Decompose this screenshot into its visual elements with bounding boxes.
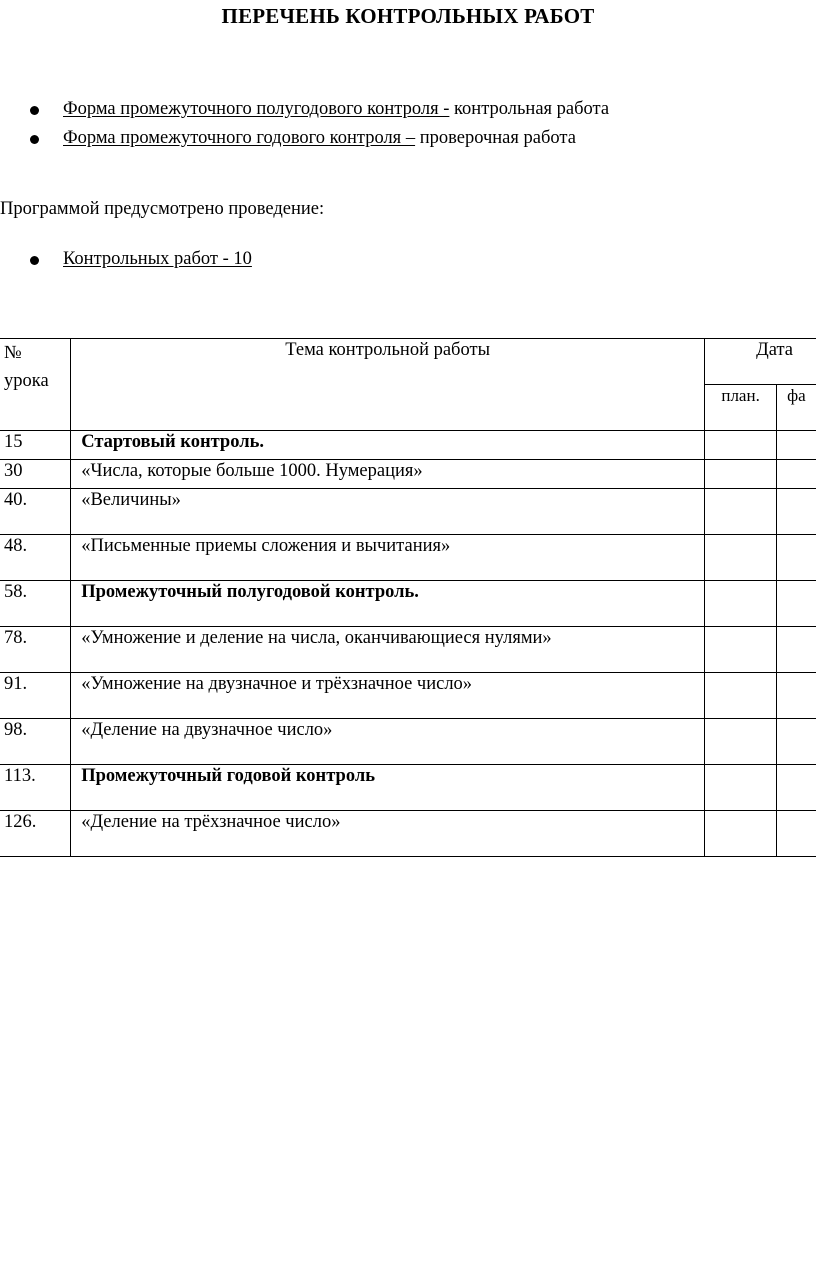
row-number: 113. xyxy=(0,765,71,811)
bullet-icon xyxy=(30,106,39,115)
row-plan-date xyxy=(705,431,777,460)
bullet-icon xyxy=(30,135,39,144)
row-plan-date xyxy=(705,627,777,673)
table-row xyxy=(0,489,816,535)
page-title: ПЕРЕЧЕНЬ КОНТРОЛЬНЫХ РАБОТ xyxy=(221,4,595,28)
count-item: Контрольных работ - 10 xyxy=(63,249,252,269)
row-number: 48. xyxy=(0,535,71,581)
row-topic: Промежуточный полугодовой контроль. xyxy=(71,581,705,627)
works-table xyxy=(0,338,816,857)
row-fact-date xyxy=(777,673,816,719)
header-date: Дата xyxy=(705,339,816,385)
row-fact-date xyxy=(777,460,816,489)
row-topic: «Умножение на двузначное и трёхзначное число» xyxy=(71,673,705,719)
table-row xyxy=(0,765,816,811)
row-fact-date xyxy=(777,489,816,535)
bullet-icon xyxy=(30,256,39,265)
row-fact-date xyxy=(777,581,816,627)
row-plan-date xyxy=(705,673,777,719)
table-row xyxy=(0,811,816,857)
program-text: Программой предусмотрено проведение: xyxy=(0,199,325,219)
row-plan-date xyxy=(705,535,777,581)
row-number: 98. xyxy=(0,719,71,765)
table-row xyxy=(0,535,816,581)
table-row xyxy=(0,627,816,673)
header-plan: план. xyxy=(705,385,777,431)
row-topic: «Числа, которые больше 1000. Нумерация» xyxy=(71,460,705,489)
row-plan-date xyxy=(705,581,777,627)
row-number: 78. xyxy=(0,627,71,673)
row-topic: «Умножение и деление на числа, оканчивающиеся нулями» xyxy=(71,627,705,673)
row-number: 15 xyxy=(0,431,71,460)
row-topic: «Величины» xyxy=(71,489,705,535)
row-fact-date xyxy=(777,811,816,857)
row-fact-date xyxy=(777,765,816,811)
header-topic: Тема контрольной работы xyxy=(71,339,705,431)
table-row xyxy=(0,719,816,765)
row-plan-date xyxy=(705,811,777,857)
table-row xyxy=(0,431,816,460)
row-topic: «Деление на двузначное число» xyxy=(71,719,705,765)
form-type-value: контрольная работа xyxy=(449,99,610,119)
row-plan-date xyxy=(705,489,777,535)
row-topic: Стартовый контроль. xyxy=(71,431,705,460)
form-type-value: проверочная работа xyxy=(415,128,576,148)
row-topic: «Деление на трёхзначное число» xyxy=(71,811,705,857)
row-number: 126. xyxy=(0,811,71,857)
row-plan-date xyxy=(705,460,777,489)
row-fact-date xyxy=(777,431,816,460)
row-fact-date xyxy=(777,535,816,581)
form-type-label: Форма промежуточного годового контроля – xyxy=(63,128,416,148)
row-number: 91. xyxy=(0,673,71,719)
header-fact: фа xyxy=(777,385,816,431)
form-type-label: Форма промежуточного полугодового контроля - xyxy=(63,99,450,119)
header-num: № урока xyxy=(0,339,71,431)
row-topic: Промежуточный годовой контроль xyxy=(71,765,705,811)
table-row xyxy=(0,581,816,627)
row-plan-date xyxy=(705,719,777,765)
row-plan-date xyxy=(705,765,777,811)
table-row xyxy=(0,673,816,719)
row-number: 40. xyxy=(0,489,71,535)
table-row xyxy=(0,460,816,489)
table-header-row xyxy=(0,339,816,385)
row-fact-date xyxy=(777,719,816,765)
row-number: 30 xyxy=(0,460,71,489)
row-fact-date xyxy=(777,627,816,673)
row-number: 58. xyxy=(0,581,71,627)
row-topic: «Письменные приемы сложения и вычитания» xyxy=(71,535,705,581)
